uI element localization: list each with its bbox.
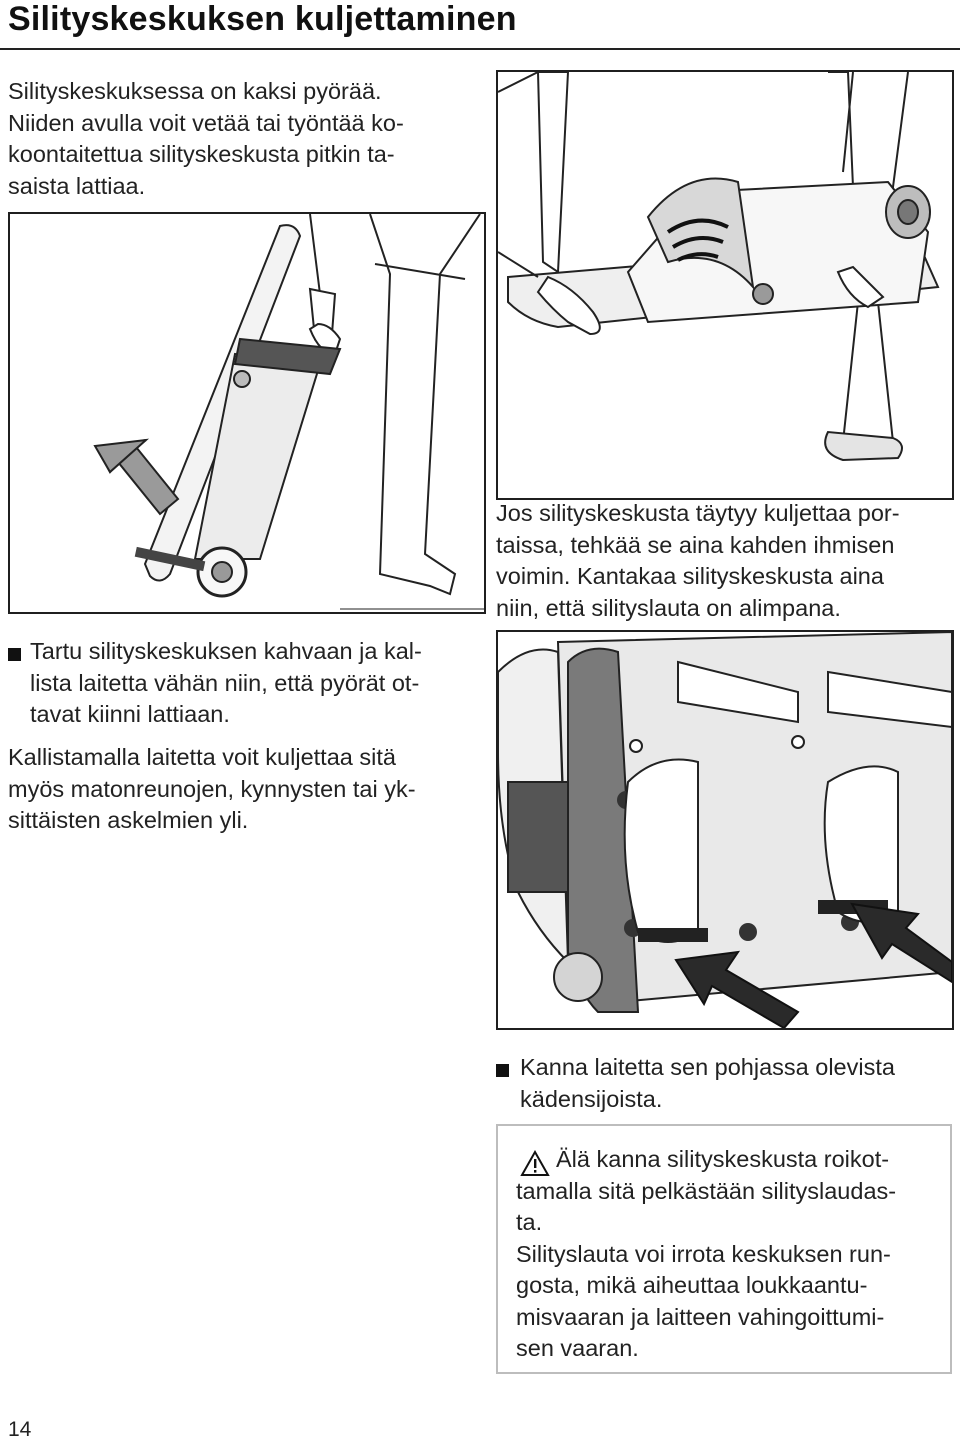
text-line: Jos silityskeskusta täytyy kuljettaa por- [496, 500, 900, 526]
bullet-square-icon [496, 1064, 509, 1077]
text-line: lista laitetta vähän niin, että pyörät ot- [30, 669, 420, 696]
bullet-square-icon [8, 648, 21, 661]
text-line: myös matonreunojen, kynnysten tai yk- [8, 775, 416, 802]
text-line: saista lattiaa. [8, 172, 146, 199]
tilt-note [8, 742, 416, 837]
page-number: 14 [8, 1418, 32, 1441]
text-line: Kallistamalla laitetta voit kuljettaa sitä [8, 744, 396, 770]
text-line: niin, että silityslauta on alimpana. [496, 594, 841, 621]
text-line: sen vaaran. [516, 1335, 639, 1361]
text-line: tamalla sitä pelkästään silityslaudas- [516, 1177, 897, 1204]
step-carry [520, 1052, 895, 1115]
page-title: Silityskeskuksen kuljettaminen [8, 0, 517, 38]
text-line: misvaaran ja laitteen vahingoittumi- [516, 1303, 885, 1330]
text-line: gosta, mikä aiheuttaa loukkaantu- [516, 1272, 868, 1298]
warning-triangle-icon [520, 1150, 550, 1177]
text-line: Tartu silityskeskuksen kahvaan ja kal- [30, 638, 422, 664]
text-line: taissa, tehkää se aina kahden ihmisen [496, 531, 895, 558]
text-line: sittäisten askelmien yli. [8, 807, 249, 833]
step-tilt [30, 636, 422, 731]
text-line: Silityskeskuksessa on kaksi pyörää. [8, 78, 382, 104]
text-line: Kanna laitetta sen pohjassa olevista [520, 1054, 895, 1080]
intro-paragraph [8, 76, 404, 202]
text-line: tavat kiinni lattiaan. [30, 701, 230, 727]
tilt-on-wheels-illustration [8, 212, 486, 614]
two-person-carry-illustration [496, 70, 954, 500]
text-line: koontaitettua silityskeskusta pitkin ta- [8, 141, 395, 167]
text-line: kädensijoista. [520, 1085, 663, 1112]
text-line: ta. [516, 1209, 543, 1235]
text-line: Älä kanna silityskeskusta roikot- [556, 1146, 890, 1172]
text-line: Silityslauta voi irrota keskuksen run- [516, 1240, 891, 1267]
text-line: voimin. Kantakaa silityskeskusta aina [496, 563, 884, 589]
stairs-note [496, 498, 900, 624]
title-rule [0, 48, 960, 50]
warning-text-first [556, 1144, 889, 1176]
text-line: Niiden avulla voit vetää tai työntää ko- [8, 109, 404, 136]
warning-text [516, 1176, 896, 1365]
carry-handles-illustration [496, 630, 954, 1030]
